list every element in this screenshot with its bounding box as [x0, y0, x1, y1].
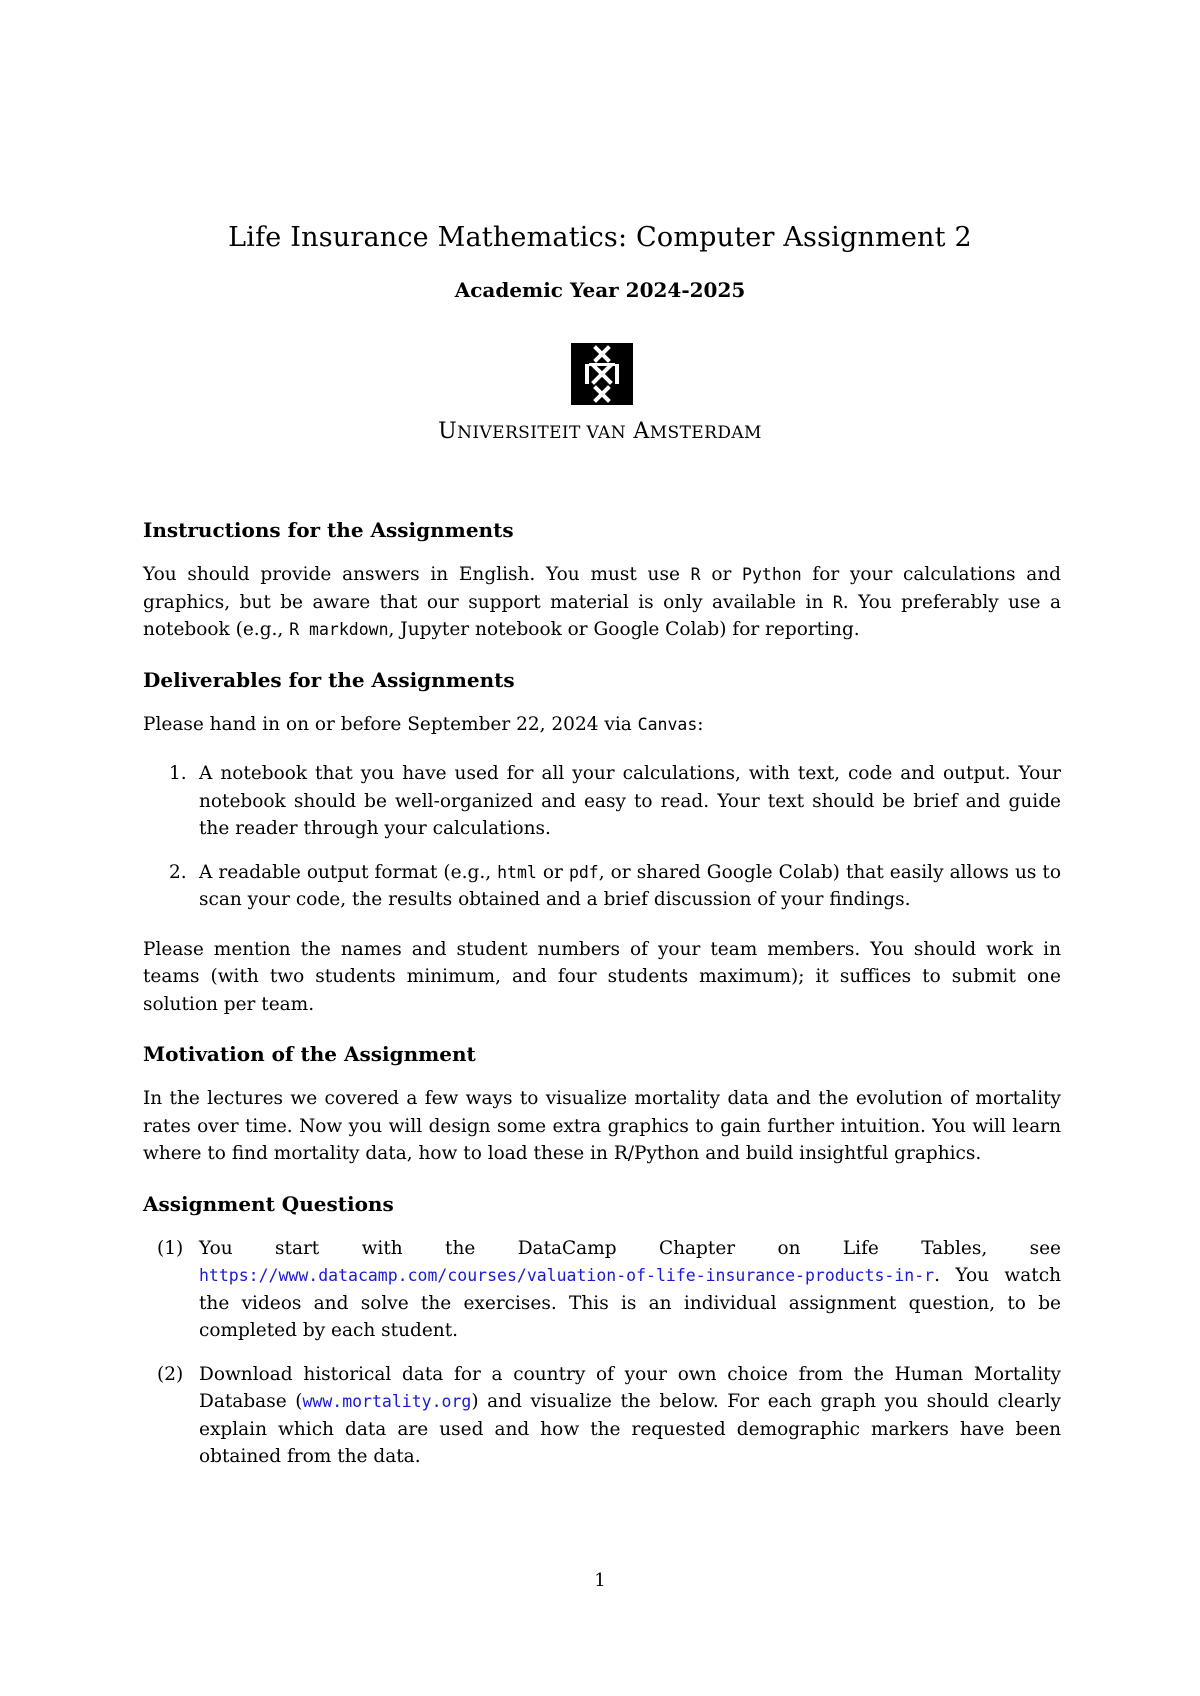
page-number: 1 — [594, 1570, 606, 1591]
list-item: 2. A readable output format (e.g., html or pdf, or shared Google Colab) that easily allows us to scan your code, the results obtained and a brief discussion of your findings. — [169, 861, 1061, 910]
section-heading-deliverables: Deliverables for the Assignments — [143, 667, 515, 692]
mortality-link[interactable]: www.mortality.org — [302, 1392, 472, 1411]
uva-crosses-icon — [571, 343, 633, 405]
section-heading-questions: Assignment Questions — [143, 1191, 394, 1216]
list-item: (1) You start with the DataCamp Chapter on Life Tables, see https://www.datacamp.com/courses/valuation-of-life-insurance-products-in-r. You watch the videos and solve the exercises. This is an individual assignment question, to be completed by each student. — [157, 1237, 1061, 1341]
team-paragraph: Please mention the names and student numbers of your team members. You should work in teams (with two students minimum, and four students maximum); it suffices to submit one solution per team. — [143, 938, 1061, 1015]
document-body — [143, 516, 1061, 1493]
deliverables-intro: Please hand in on or before September 22, 2024 via Canvas: — [143, 713, 704, 735]
questions-list — [143, 1235, 1061, 1471]
motivation-paragraph: In the lectures we covered a few ways to visualize mortality data and the evolution of mortality rates over time. Now you will design some extra graphics to gain further intuition. You will learn where to find mortality data, how to load these in R/Python and build insightful graphics. — [143, 1088, 1061, 1164]
deliverables-list — [143, 760, 1061, 914]
page-title: Life Insurance Mathematics: Computer Assignment 2 — [228, 222, 972, 253]
section-heading-instructions: Instructions for the Assignments — [143, 518, 514, 542]
datacamp-link[interactable]: https://www.datacamp.com/courses/valuation-of-life-insurance-products-in-r — [199, 1266, 935, 1285]
list-item: 1. A notebook that you have used for all your calculations, with text, code and output. Your notebook should be well-organized and easy to read. Your text should be brief and guide the reader through your calculations. — [169, 763, 1061, 839]
university-name: UNIVERSITEIT VAN AMSTERDAM — [438, 419, 762, 444]
section-heading-motivation: Motivation of the Assignment — [143, 1042, 476, 1066]
page-subtitle: Academic Year 2024-2025 — [454, 278, 746, 302]
instructions-paragraph: You should provide answers in English. You must use R or Python for your calculations and graphics, but be aware that our support material is only available in R. You preferably use a notebook (e.g., R markdown, Jupyter notebook or Google Colab) for reporting. — [143, 564, 1061, 640]
list-item: (2) Download historical data for a country of your own choice from the Human Mortality Database (www.mortality.org) and visualize the below. For each graph you should clearly explain which data are used and how the requested demographic markers have been obtained from the data. — [157, 1363, 1061, 1467]
